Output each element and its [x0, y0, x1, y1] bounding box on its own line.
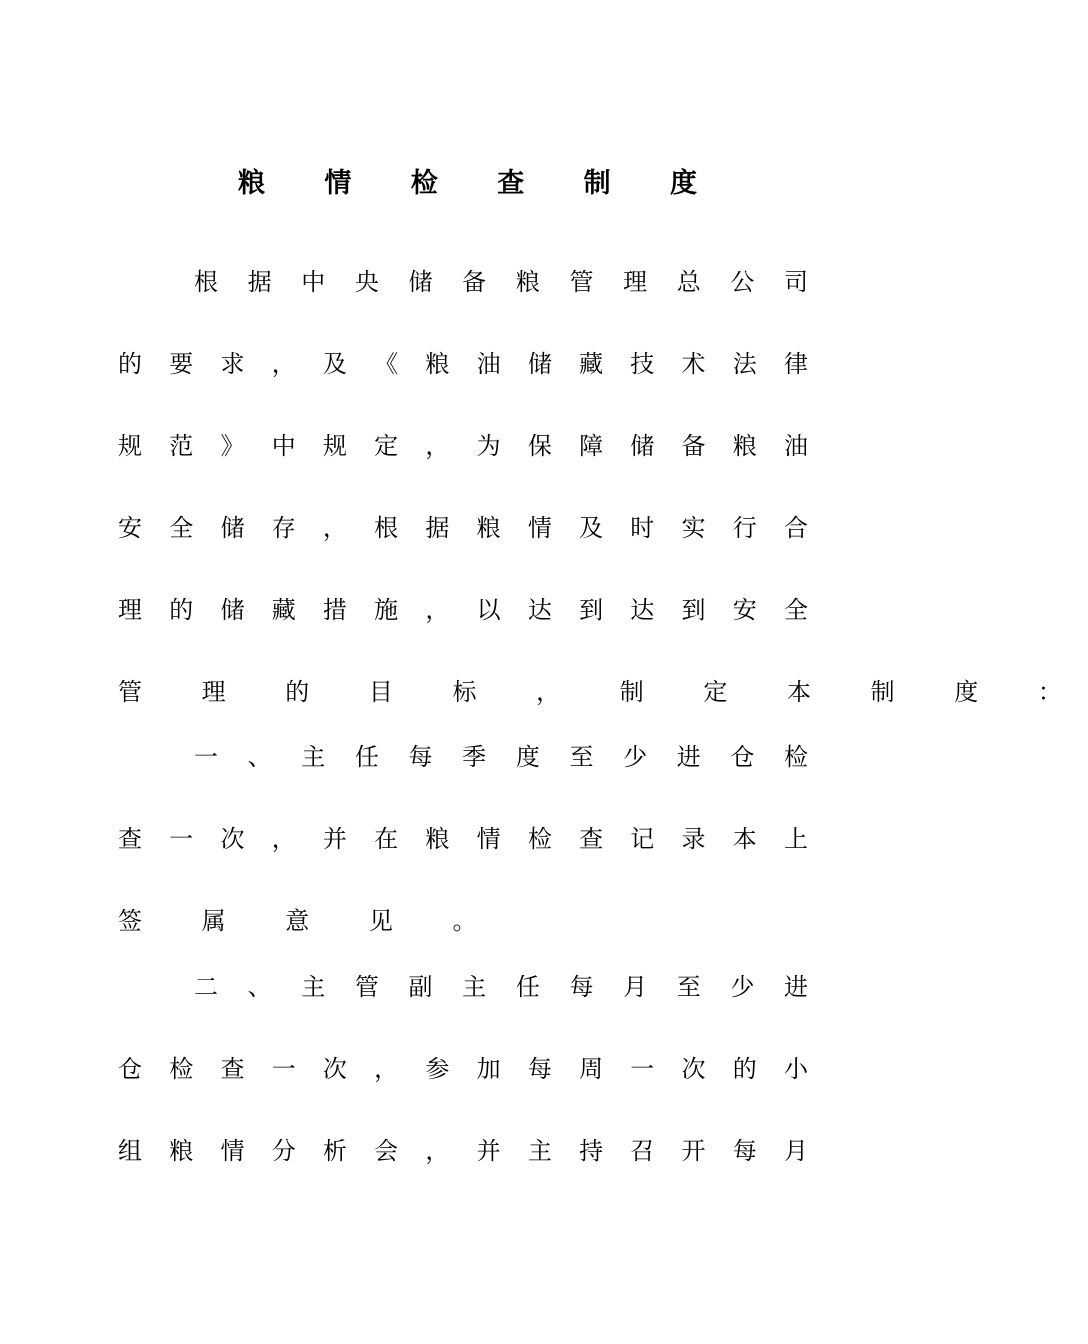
paragraph-line-2: 的 要 求 ， 及 《 粮 油 储 藏 技 术 法 律 — [118, 350, 808, 378]
paragraph-line-6: 管 理 的 目 标 ， 制 定 本 制 度 ： — [118, 678, 1088, 706]
paragraph-line-4: 安 全 储 存 ， 根 据 粮 情 及 时 实 行 合 — [118, 514, 808, 542]
document-title: 粮 情 检 查 制 度 — [238, 168, 722, 199]
paragraph-line-11: 仓 检 查 一 次 ， 参 加 每 周 一 次 的 小 — [118, 1055, 808, 1083]
paragraph-line-3: 规 范 》 中 规 定 ， 为 保 障 储 备 粮 油 — [118, 432, 808, 460]
paragraph-line-7: 一 、 主 任 每 季 度 至 少 进 仓 检 — [194, 743, 808, 771]
paragraph-line-8: 查 一 次 ， 并 在 粮 情 检 查 记 录 本 上 — [118, 825, 808, 853]
paragraph-line-9: 签 属 意 见 。 — [118, 907, 503, 935]
paragraph-line-1: 根 据 中 央 储 备 粮 管 理 总 公 司 — [194, 268, 808, 296]
paragraph-line-5: 理 的 储 藏 措 施 ， 以 达 到 达 到 安 全 — [118, 596, 808, 624]
paragraph-line-12: 组 粮 情 分 析 会 ， 并 主 持 召 开 每 月 — [118, 1137, 808, 1165]
paragraph-line-10: 二 、 主 管 副 主 任 每 月 至 少 进 — [194, 973, 808, 1001]
